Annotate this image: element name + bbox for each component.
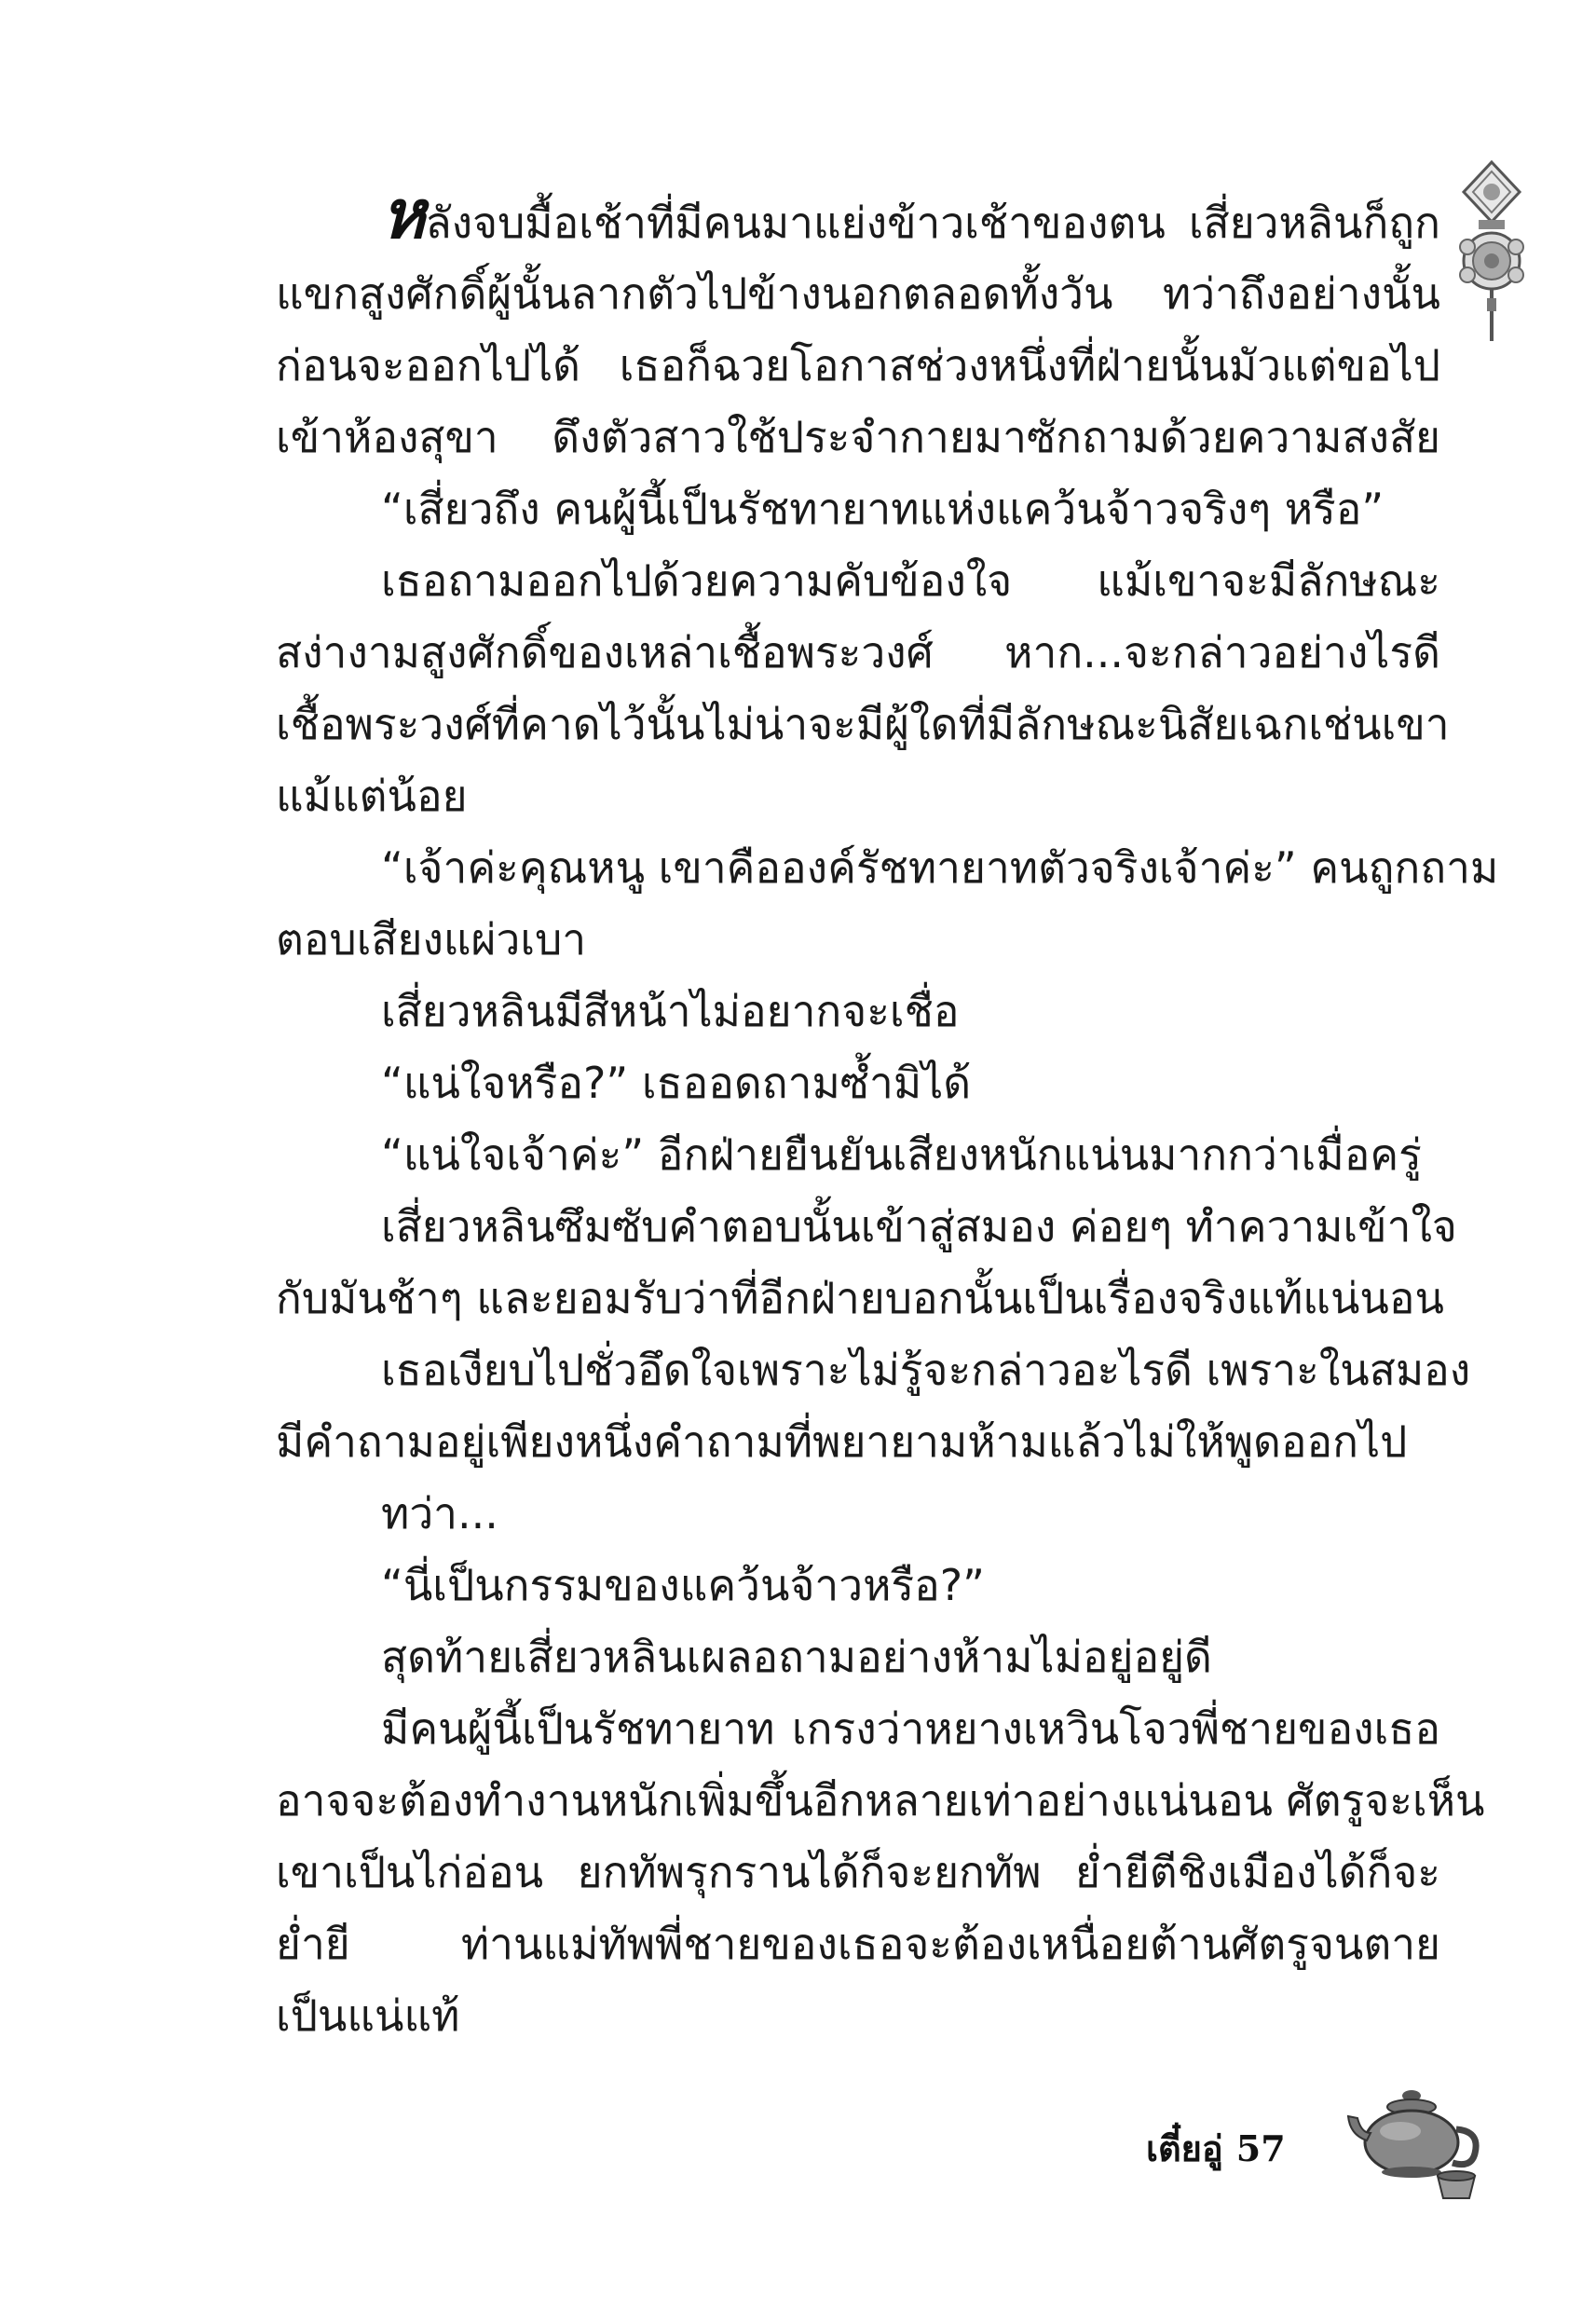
text-line — [276, 760, 1440, 832]
chinese-knot-ornament-icon — [1458, 158, 1525, 345]
text-line — [276, 904, 1440, 976]
body-text — [276, 174, 1499, 2052]
text-line — [276, 1119, 1440, 1191]
text-line — [276, 1406, 1440, 1478]
text-line-content: เธอเงียบไปชั่วอึดใจเพราะไม่รู้จะกล่าวอะไรดี เพราะในสมอง — [381, 1345, 1471, 1395]
text-line-content: สง่างามสูงศักดิ์ของเหล่าเชื้อพระวงศ์ หาก...จะกล่าวอย่างไรดี — [276, 627, 1440, 677]
text-line-content: ตอบเสียงแผ่วเบา — [276, 914, 587, 964]
teapot-icon — [1346, 2083, 1486, 2204]
text-line — [276, 1550, 1440, 1621]
text-line-content: “แน่ใจเจ้าค่ะ” อีกฝ่ายยืนยันเสียงหนักแน่นมากกว่าเมื่อครู่ — [381, 1129, 1422, 1180]
page-footer — [1146, 2111, 1286, 2185]
text-line — [276, 1765, 1485, 1837]
text-line-content: กับมันช้าๆ และยอมรับว่าที่อีกฝ่ายบอกนั้นเป็นเรื่องจริงแท้แน่นอน — [276, 1273, 1444, 1323]
text-line-content: ย่ำยี ท่านแม่ทัพพี่ชายของเธอจะต้องเหนื่อยต้านศัตรูจนตาย — [276, 1919, 1440, 1969]
text-line-content: ทว่า... — [381, 1488, 498, 1538]
text-line-content: เข้าห้องสุขา ดึงตัวสาวใช้ประจำกายมาซักถามด้วยความสงสัย — [276, 412, 1440, 462]
text-line-content: อาจจะต้องทำงานหนักเพิ่มขึ้นอีกหลายเท่าอย่างแน่นอน ศัตรูจะเห็น — [276, 1775, 1485, 1826]
text-line — [276, 258, 1440, 330]
text-line-content: เสี่ยวหลินซึมซับคำตอบนั้นเข้าสู่สมอง ค่อยๆ ทำความเข้าใจ — [381, 1201, 1457, 1251]
text-line — [276, 1837, 1440, 1908]
text-line — [276, 174, 1440, 258]
text-line-content: แขกสูงศักดิ์ผู้นั้นลากตัวไปข้างนอกตลอดทั้งวัน ทว่าถึงอย่างนั้น — [276, 268, 1440, 319]
text-line-content: มีคนผู้นี้เป็นรัชทายาท เกรงว่าหยางเหวินโจวพี่ชายของเธอ — [381, 1703, 1440, 1754]
text-line — [276, 1693, 1440, 1765]
text-line — [276, 832, 1499, 904]
text-line — [276, 545, 1440, 617]
text-line — [276, 1980, 1440, 2052]
text-line — [276, 617, 1440, 689]
text-line-content: เขาเป็นไก่อ่อน ยกทัพรุกรานได้ก็จะยกทัพ ย่ำยีตีชิงเมืองได้ก็จะ — [276, 1847, 1440, 1897]
text-line-content: ลังจบมื้อเช้าที่มีคนมาแย่งข้าวเช้าของตน เสี่ยวหลินก็ถูก — [425, 198, 1440, 248]
text-line — [276, 402, 1440, 473]
text-line — [276, 1047, 1440, 1119]
text-line-content: เสี่ยวหลินมีสีหน้าไม่อยากจะเชื่อ — [381, 986, 960, 1036]
text-line-content: สุดท้ายเสี่ยวหลินเผลอถามอย่างห้ามไม่อยู่อยู่ดี — [381, 1632, 1212, 1682]
text-line-content: “แน่ใจหรือ?” เธออดถามซ้ำมิได้ — [381, 1058, 972, 1108]
text-line — [276, 1478, 1440, 1550]
text-line — [276, 330, 1440, 402]
text-line — [276, 473, 1440, 545]
text-line — [276, 1263, 1444, 1334]
text-line-content: มีคำถามอยู่เพียงหนึ่งคำถามที่พยายามห้ามแล้วไม่ให้พูดออกไป — [276, 1416, 1408, 1467]
text-line — [276, 1334, 1471, 1406]
text-line — [276, 689, 1450, 760]
text-line-content: เชื้อพระวงศ์ที่คาดไว้นั้นไม่น่าจะมีผู้ใดที่มีลักษณะนิสัยเฉกเช่นเขา — [276, 699, 1450, 749]
text-line-content: เป็นแน่แท้ — [276, 1990, 460, 2041]
text-line-content: เธอถามออกไปด้วยความคับข้องใจ แม้เขาจะมีลักษณะ — [381, 555, 1440, 606]
running-title: เตี๋ยอู่ — [1146, 2126, 1223, 2169]
text-line — [276, 1191, 1457, 1263]
text-line-content: “เจ้าค่ะคุณหนู เขาคือองค์รัชทายาทตัวจริงเจ้าค่ะ” คนถูกถาม — [381, 842, 1499, 893]
text-line-content: แม้แต่น้อย — [276, 771, 468, 821]
text-line — [276, 976, 1440, 1047]
text-line — [276, 1621, 1440, 1693]
text-line-content: “เสี่ยวถึง คนผู้นี้เป็นรัชทายาทแห่งแคว้นจ้าวจริงๆ หรือ” — [381, 484, 1385, 534]
text-line-content: “นี่เป็นกรรมของแคว้นจ้าวหรือ?” — [381, 1560, 985, 1610]
drop-cap: ห — [381, 174, 426, 253]
text-line — [276, 1908, 1440, 1980]
text-line-content: ก่อนจะออกไปได้ เธอก็ฉวยโอกาสช่วงหนึ่งที่ฝ่ายนั้นมัวแต่ขอไป — [276, 340, 1440, 390]
page-number: 57 — [1235, 2126, 1286, 2169]
